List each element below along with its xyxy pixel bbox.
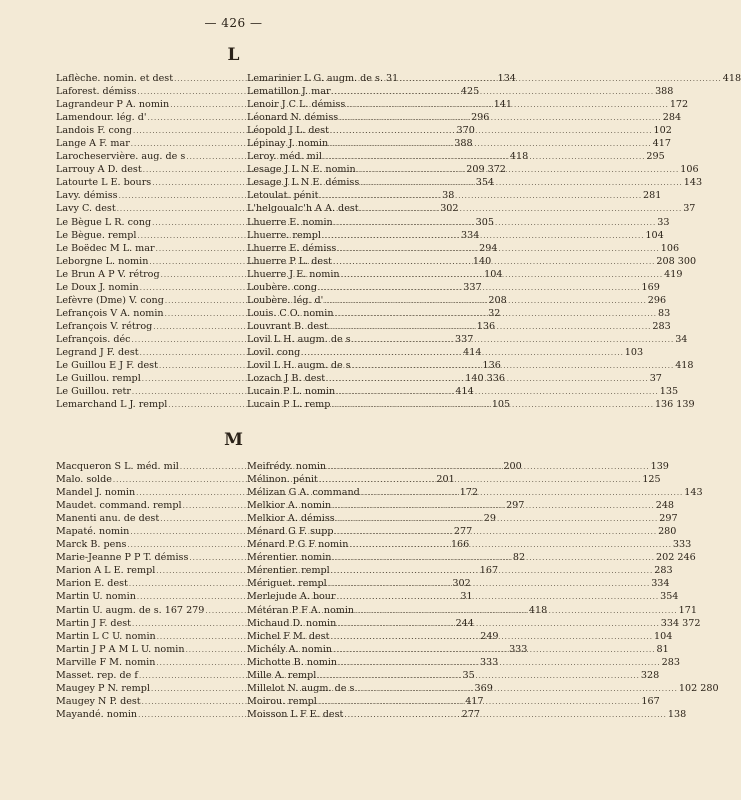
leader-dots [330, 401, 655, 409]
leader-dots [343, 708, 668, 720]
leader-dots [351, 362, 676, 370]
entry-pages: 369 [474, 682, 493, 694]
entry-name: Lemarchand L J. rempl [56, 399, 168, 411]
entry-pages: 296 [647, 294, 667, 306]
entry-name: Lhuerre. rempl [247, 229, 321, 241]
entry-name: Lefrançois. déc [56, 333, 131, 345]
entry-name: Lematillon J. mar [247, 86, 331, 98]
entry-pages: 136 139 [654, 399, 695, 411]
entry-name: Mapaté. nomin [56, 526, 130, 538]
entry-name: Martin L C U. nomin [56, 630, 156, 642]
entry-name: Legrand J F. dest [56, 346, 139, 358]
entry-pages: 354 [660, 591, 679, 603]
entry-pages: 139 [650, 461, 669, 472]
entry-name: Leborgne L. nomin [56, 255, 149, 267]
entry-pages: 209 372 [466, 164, 506, 176]
leader-dots [338, 114, 663, 122]
entry-name: Maugey P N. rempl [56, 682, 150, 694]
leader-dots [330, 567, 655, 575]
entry-name: Marie-Jeanne P P T. démiss [56, 552, 189, 564]
entry-name: Lovil L H. augm. de s [247, 333, 351, 345]
entry-pages: 414 [455, 386, 474, 398]
entry-pages: 104 [645, 229, 664, 241]
entry-name: Moisson L F E. dest [247, 708, 344, 720]
leader-dots [356, 166, 681, 174]
leader-dots [323, 294, 648, 306]
entry-pages: 167 [641, 695, 660, 707]
entry-pages: 143 [683, 177, 703, 189]
entry-name: Millelot N. augm. de s [247, 682, 355, 694]
leader-dots [321, 229, 646, 241]
entry-pages: 334 372 [660, 617, 701, 629]
entry-pages: 414 [463, 346, 482, 358]
entry-pages: 337 [463, 281, 482, 293]
entry-name: Marion A L E. rempl [56, 565, 156, 577]
entry-pages: 37 [649, 373, 662, 385]
entry-name: Le Brun A P V. rétrog [56, 268, 160, 280]
leader-dots [331, 88, 656, 96]
leader-dots [328, 320, 653, 332]
leader-dots [337, 656, 662, 668]
leader-dots [327, 580, 652, 588]
entry-name: Laforest. démiss [56, 86, 137, 98]
entry-name: Laflèche. nomin. et dest [56, 73, 174, 84]
entry-pages: 31 [460, 591, 473, 603]
entry-pages: 102 280 [678, 682, 719, 694]
entry-pages: 141 [493, 99, 513, 111]
leader-dots [331, 502, 656, 510]
entry-pages: 248 [655, 500, 675, 512]
leader-dots [336, 593, 661, 601]
entry-pages: 333 [672, 539, 692, 551]
entry-name: Lenoir J C L. démiss [247, 99, 346, 111]
entry-pages: 102 [653, 125, 672, 137]
entry-pages: 81 [656, 643, 669, 655]
entry-name: Michély A. nomin [247, 643, 332, 655]
entry-name: Le Guillou E J F. dest [56, 360, 158, 372]
entry-pages: 302 [440, 203, 459, 215]
entry-pages: 333 [479, 656, 499, 668]
entry-pages: 34 [675, 333, 688, 345]
entry-pages: 201 [436, 474, 455, 486]
entry-pages: 134 [497, 73, 516, 84]
entry-pages: 337 [455, 333, 474, 345]
entry-name: Lhuerre E. démiss [247, 242, 337, 254]
entry-pages: 106 [680, 164, 699, 176]
entry-name: Lange A F. mar [56, 138, 130, 150]
entry-name: Moirou. rempl [247, 695, 317, 707]
index-entry [247, 513, 678, 526]
entry-pages: 208 [488, 294, 507, 306]
leader-dots [322, 153, 647, 161]
entry-pages: 167 [479, 565, 499, 577]
entry-name: Lépinay J. nomin [247, 138, 329, 150]
leader-dots [348, 541, 673, 549]
entry-name: Mériguet. rempl [247, 578, 327, 590]
entry-name: Martin U. augm. de s. 167 279 [56, 604, 205, 616]
leader-dots [318, 476, 643, 484]
entry-name: Lesage J L N E. démiss [247, 177, 360, 189]
entry-name: Louvrant B. dest [247, 320, 328, 332]
entry-name: L'helgoualc'h A A. dest [247, 203, 359, 215]
entry-pages: 143 [684, 487, 703, 499]
entry-name: Marion E. dest [56, 578, 128, 590]
entry-pages: 333 [509, 643, 528, 655]
entry-pages: 138 [667, 708, 687, 720]
entry-pages: 166 [450, 539, 470, 551]
entry-pages: 334 [651, 578, 670, 590]
entry-name: Lovil. cong [247, 346, 301, 358]
entry-pages: 200 [503, 461, 522, 472]
entry-name: Le Guillou. retr [56, 386, 131, 398]
entry-name: Martin J P A M L U. nomin [56, 643, 185, 655]
entry-name: Lamendour. lég. d' [56, 112, 147, 124]
entry-pages: 169 [641, 281, 660, 293]
leader-dots [335, 388, 660, 396]
entry-name: Michel F M. dest [247, 630, 330, 642]
leader-dots [336, 242, 661, 254]
entry-pages: 249 [480, 630, 499, 642]
entry-pages: 171 [678, 604, 697, 616]
entry-pages: 284 [662, 112, 682, 124]
entry-pages: 283 [654, 565, 673, 577]
entry-pages: 297 [506, 500, 525, 512]
entry-name: Lucain P L. remp [247, 399, 331, 411]
leader-dots [329, 127, 654, 135]
entry-pages: 305 [475, 216, 494, 228]
entry-name: Lavy. démiss [56, 190, 118, 202]
entry-pages: 82 [512, 552, 526, 564]
entry-name: Louis. C O. nomin [247, 307, 334, 319]
entry-name: Michotte B. nomin [247, 656, 338, 668]
entry-name: Malo. solde [56, 474, 112, 486]
entry-name: Macqueron S L. méd. mil [56, 461, 179, 472]
entry-name: Melkior A. nomin [247, 500, 332, 512]
entry-name: Le Boëdec M L. mar [56, 242, 155, 254]
entry-pages: 140 336 [465, 373, 505, 385]
entry-name: Mélizan G A. command [247, 487, 360, 499]
leader-dots [332, 255, 657, 267]
leader-dots [328, 140, 653, 148]
entry-name: Mayandé. nomin [56, 708, 138, 720]
entry-name: Letoulat. pénit [247, 190, 319, 202]
entry-name: Lozach J B. dest [247, 373, 326, 385]
entry-name: Lefèvre (Dme) V. cong [56, 294, 164, 306]
entry-pages: 104 [653, 630, 673, 642]
entry-pages: 136 [482, 360, 501, 372]
entry-pages: 104 [484, 268, 503, 280]
leader-dots [316, 669, 641, 681]
leader-dots [360, 489, 685, 497]
entry-pages: 105 [491, 399, 511, 411]
entry-name: Mille A. rempl [247, 669, 317, 681]
leader-dots [329, 630, 654, 642]
leader-dots [317, 281, 642, 293]
entry-pages: 302 [452, 578, 471, 590]
entry-name: Mérentier. nomin [247, 552, 332, 564]
entry-name: Maudet. command. rempl [56, 500, 182, 512]
leader-dots [334, 528, 659, 536]
entry-name: Larocheservière. aug. de s [56, 151, 186, 163]
leader-dots [354, 604, 679, 616]
entry-pages: 208 300 [656, 255, 697, 267]
entry-pages: 283 [661, 656, 680, 668]
leader-dots [331, 554, 656, 562]
entry-pages: 425 [460, 86, 480, 98]
leader-dots [354, 682, 679, 694]
leader-dots [359, 205, 684, 213]
entry-name: Lhuerre P L. dest [247, 255, 332, 267]
entry-name: Leroy. méd. mil [247, 151, 322, 163]
entry-name: Loubère. cong [247, 281, 317, 293]
leader-dots [335, 515, 660, 523]
entry-name: Lemarinier L G. augm. de s. 31 [247, 73, 399, 84]
entry-name: Ménard G F. supp [247, 526, 334, 538]
entry-pages: 281 [643, 190, 662, 202]
entry-pages: 417 [465, 695, 484, 707]
entry-name: Lucain P L. nomin [247, 386, 336, 398]
leader-dots [340, 268, 665, 280]
entry-pages: 32 [488, 307, 501, 319]
leader-dots [359, 179, 684, 187]
entry-pages: 417 [652, 138, 671, 150]
entry-pages: 419 [664, 268, 683, 280]
page-number: — 426 — [204, 16, 263, 30]
leader-dots [334, 307, 659, 319]
entry-pages: 38 [442, 190, 455, 202]
entry-pages: 297 [659, 513, 678, 525]
entry-pages: 418 [509, 151, 529, 163]
entry-name: Ménard P G F nomin [247, 539, 349, 551]
entry-pages: 37 [683, 203, 696, 215]
entry-pages: 33 [657, 216, 670, 228]
entry-name: Meifrédy. nomin [247, 461, 327, 472]
entry-pages: 328 [640, 669, 660, 681]
entry-name: Lhuerre E. nomin [247, 216, 333, 228]
entry-pages: 277 [461, 708, 480, 720]
entry-name: Landois F. cong [56, 125, 132, 137]
entry-name: Latourte L E. bours [56, 177, 152, 189]
entry-pages: 136 [476, 320, 496, 332]
leader-dots [319, 192, 644, 200]
leader-dots [336, 617, 661, 629]
entry-pages: 295 [646, 151, 665, 163]
entry-name: Météran P F A. nomin [247, 604, 355, 616]
entry-name: Martin U. nomin [56, 591, 136, 603]
entry-pages: 172 [459, 487, 478, 499]
entry-name: Michaud D. nomin [247, 617, 337, 629]
entry-pages: 418 [722, 73, 741, 84]
entry-name: Lavy C. dest [56, 203, 116, 215]
entry-name: Lovil L H. augm. de s [247, 360, 351, 372]
entry-name: Mandel J. nomin [56, 487, 136, 499]
entry-name: Martin J F. dest [56, 617, 132, 629]
entry-pages: 294 [479, 242, 498, 254]
entry-name: Marck B. pens [56, 539, 127, 551]
entry-pages: 418 [675, 360, 694, 372]
entry-name: Mérentier. rempl [247, 565, 330, 577]
entry-name: Melkior A. démiss [247, 513, 335, 525]
entry-pages: 283 [652, 320, 671, 332]
leader-dots [332, 643, 657, 655]
entry-name: Masset. rep. de f [56, 669, 138, 681]
entry-name: Lefrançois V. rétrog [56, 320, 153, 332]
entry-name: Maugey N P. dest [56, 695, 141, 707]
entry-pages: 388 [454, 138, 473, 150]
entry-name: Merlejude A. bour [247, 591, 336, 603]
entry-name: Marville F M. nomin [56, 656, 156, 668]
entry-pages: 202 246 [656, 552, 696, 564]
entry-pages: 103 [624, 346, 644, 358]
entry-name: Manenti anu. de dest [56, 513, 160, 525]
leader-dots [325, 375, 650, 383]
entry-name: Le Bègue L R. cong [56, 216, 152, 228]
entry-pages: 125 [642, 474, 661, 486]
leader-dots [345, 101, 670, 109]
leader-dots [398, 75, 723, 83]
entry-pages: 29 [483, 513, 496, 525]
section-letter-l: L [227, 45, 240, 65]
entry-name: Larrouy A D. dest [56, 164, 142, 176]
entry-name: Léopold J L. dest [247, 125, 329, 137]
entry-pages: 140 [472, 255, 492, 267]
entry-pages: 334 [461, 229, 480, 241]
entry-name: Mélinon. pénit [247, 474, 318, 486]
entry-pages: 172 [669, 99, 689, 111]
entry-name: Lesage J L N E. nomin [247, 164, 356, 176]
leader-dots [351, 333, 676, 345]
leader-dots [317, 695, 642, 707]
entry-pages: 244 [455, 617, 474, 629]
entry-pages: 296 [471, 112, 490, 124]
entry-pages: 83 [658, 307, 671, 319]
entry-pages: 35 [462, 669, 475, 681]
entry-name: Lhuerre J E. nomin [247, 268, 340, 280]
entry-name: Lefrançois V A. nomin [56, 307, 164, 319]
entry-pages: 280 [658, 526, 677, 538]
entry-name: Loubère. lég. d' [247, 294, 324, 306]
entry-pages: 370 [456, 125, 475, 137]
entry-pages: 135 [659, 386, 679, 398]
entry-name: Le Bègue. rempl [56, 229, 137, 241]
section-letter-m: M [224, 430, 243, 450]
entry-name: Le Doux J. nomin [56, 281, 139, 293]
entry-pages: 277 [453, 526, 473, 538]
entry-name: Le Guillou. rempl [56, 373, 141, 385]
entry-pages: 418 [528, 604, 548, 616]
entry-pages: 388 [655, 86, 674, 98]
leader-dots [300, 346, 625, 358]
entry-name: Léonard N. démiss [247, 112, 339, 124]
entry-pages: 106 [660, 242, 680, 254]
leader-dots [333, 216, 658, 228]
leader-dots [326, 463, 651, 471]
entry-name: Lagrandeur P A. nomin [56, 99, 170, 111]
entry-pages: 354 [475, 177, 495, 189]
